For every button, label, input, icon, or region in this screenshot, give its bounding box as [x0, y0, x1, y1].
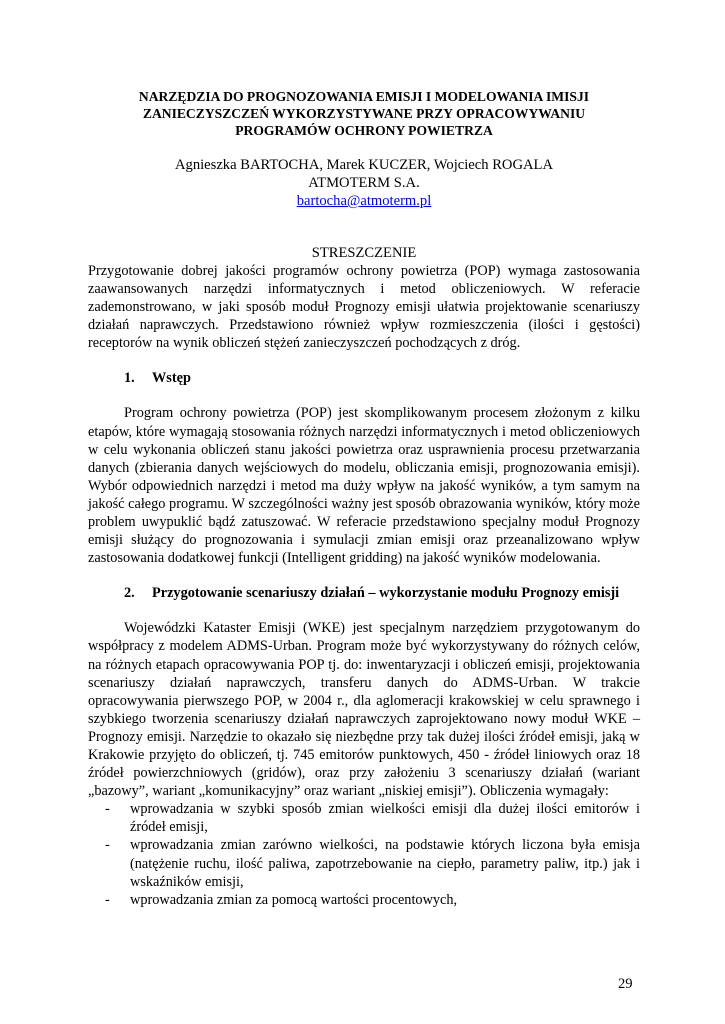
list-item-text: wprowadzania zmian zarówno wielkości, na podstawie których liczona była emisja (natężenie ruchu, ilość paliwa, zapotrzebowanie na ciepło, parametry paliw, itp.) jak i wskaźników emisji,: [130, 837, 640, 890]
title-line-1: NARZĘDZIA DO PROGNOZOWANIA EMISJI I MODELOWANIA IMISJI: [138, 89, 590, 104]
email-link[interactable]: bartocha@atmoterm.pl: [296, 193, 432, 209]
list-item: [88, 891, 640, 909]
section-2-number: 2.: [124, 585, 135, 602]
page-number: 29: [618, 976, 633, 992]
section-1-heading: [88, 369, 640, 387]
section-2-heading: [88, 584, 640, 602]
section-1-title: Wstęp: [152, 370, 191, 387]
section-1-number: 1.: [124, 370, 135, 387]
dash-bullet: -: [105, 801, 110, 818]
section-2-title: Przygotowanie scenariuszy działań – wykorzystanie modułu Prognozy emisji: [152, 585, 620, 602]
dash-bullet: -: [105, 837, 110, 854]
affiliation: ATMOTERM S.A.: [308, 175, 420, 191]
paper-title: [88, 88, 640, 139]
abstract-text: Przygotowanie dobrej jakości programów ochrony powietrza (POP) wymaga zastosowania zaawansowanych narzędzi informatycznych i metod obliczeniowych. W referacie zademonstrowano, w jaki sposób moduł Prognozy emisji ułatwia projektowanie scenariuszy działań naprawczych. Przedstawiono również wpływ rozmieszczenia (ilości i gęstości) receptorów na wynik obliczeń stężeń zanieczyszczeń pochodzących z dróg.: [88, 263, 640, 352]
list-item: [88, 836, 640, 890]
title-line-2: ZANIECZYSZCZEŃ WYKORZYSTYWANE PRZY OPRACOWYWANIU: [142, 106, 586, 121]
dash-bullet: -: [105, 891, 110, 908]
list-item: [88, 800, 640, 836]
title-line-3: PROGRAMÓW OCHRONY POWIETRZA: [235, 123, 493, 138]
abstract-heading: STRESZCZENIE: [311, 245, 417, 261]
author-block: [88, 156, 640, 210]
section-2-text: Wojewódzki Kataster Emisji (WKE) jest specjalnym narzędziem przygotowanym do współpracy z modelem ADMS-Urban. Program może być wykorzystywany do różnych celów, na różnych etapach opracowywania POP tj. do: inwentaryzacji i obliczeń emisji, projektowania scenariuszy działań naprawczych, transferu danych do ADMS-Urban. W trakcie opracowywania pierwszego POP, w 2004 r., dla aglomeracji krakowskiej w celu sprawnego i szybkiego tworzenia scenariuszy działań naprawczych zaprojektowano nowy moduł WKE – Prognozy emisji. Narzędzie to okazało się niezbędne przy tak dużej ilości źródeł emisji, jaką w Krakowie przyjęto do obliczeń, tj. 745 emitorów punktowych, 450 - źródeł liniowych oraz 18 źródeł powierzchniowych (gridów), oraz przy założeniu 3 scenariuszy działań (wariant „bazowy”, wariant „komunikacyjny” oraz wariant „niskiej emisji”). Obliczenia wymagały:: [88, 620, 640, 800]
list-item-text: wprowadzania w szybki sposób zmian wielkości emisji dla dużej ilości emitorów i źródeł emisji,: [130, 801, 640, 836]
section-1-text: Program ochrony powietrza (POP) jest skomplikowanym procesem złożonym z kilku etapów, które wymagają stosowania różnych narzędzi informatycznych i metod obliczeniowych w celu wykonania obliczeń stanu jakości powietrza oraz usprawnienia procesu przetwarzania danych (zbierania danych wejściowych do modelu, obliczania emisji, prognozowania emisji). Wybór odpowiednich narzędzi i metod ma duży wpływ na jakość wyników, a tym samym na jakość całego programu. W szczególności ważny jest sposób obrazowania wyników, który może problem uwypuklić bądź zatuszować. W referacie przedstawiono specjalny moduł Prognozy emisji służący do prognozowania i symulacji zmian emisji oraz przeanalizowano wpływ zastosowania dodatkowej funkcji (Intelligent gridding) na jakość wyników modelowania.: [88, 405, 640, 567]
requirements-list: [88, 800, 640, 909]
authors: Agnieszka BARTOCHA, Marek KUCZER, Wojciech ROGALA: [174, 157, 553, 173]
list-item-text: wprowadzania zmian za pomocą wartości procentowych,: [130, 891, 458, 908]
paper-page: [88, 88, 640, 909]
